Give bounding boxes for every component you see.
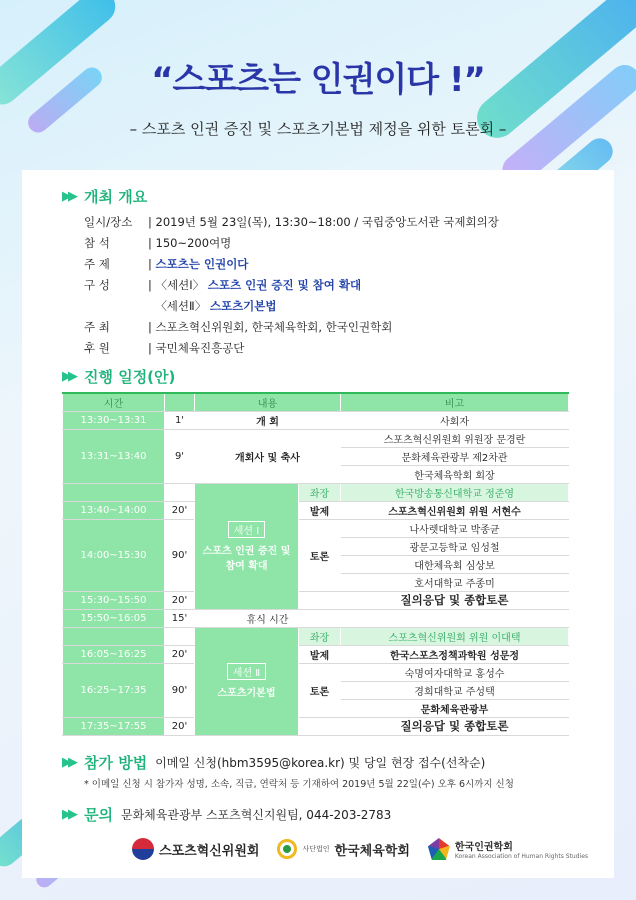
info-row: 구 성 | 〈세션Ⅰ〉 스포츠 인권 증진 및 참여 확대: [84, 278, 362, 292]
session-1-cell: 세션 Ⅰ 스포츠 인권 증진 및 참여 확대: [195, 483, 299, 609]
pentagon-emblem-icon: [428, 838, 450, 860]
content-card: [22, 170, 614, 878]
table-row: 문화체육관광부: [63, 699, 569, 717]
info-row: 후 원 | 국민체육진흥공단: [84, 341, 245, 355]
table-row: 16:25~17:35 90' 토론 숙명여자대학교 홍성수: [63, 663, 569, 681]
table-row: 문화체육관광부 제2차관: [63, 447, 569, 465]
table-row: 15:50~16:05 15' 휴식 시간: [63, 609, 569, 627]
info-row: 주 제 | 스포츠는 인권이다: [84, 257, 249, 271]
sports-innovation-logo: 스포츠혁신위원회: [132, 838, 259, 860]
table-row: 15:30~15:50 20' 질의응답 및 종합토론: [63, 591, 569, 609]
table-row: 13:31~13:40 9' 개회사 및 축사 스포츠혁신위원회 위원장 문경란: [63, 429, 569, 447]
table-row: 17:35~17:55 20' 질의응답 및 종합토론: [63, 717, 569, 735]
table-row: 한국체육학회 회장: [63, 465, 569, 483]
info-row: 주 최 | 스포츠혁신위원회, 한국체육학회, 한국인권학회: [84, 320, 393, 334]
double-arrow-icon: ▶▶: [62, 755, 74, 770]
info-row: 참 석 | 150~200여명: [84, 236, 232, 250]
ring-emblem-icon: [277, 839, 297, 859]
table-row: 경희대학교 주성택: [63, 681, 569, 699]
schedule-table: [62, 392, 569, 736]
double-arrow-icon: ▶▶: [62, 189, 74, 204]
double-arrow-icon: ▶▶: [62, 807, 74, 822]
table-row: 광문고등학교 임성철: [63, 537, 569, 555]
double-arrow-icon: ▶▶: [62, 369, 74, 384]
table-row: 13:40~14:00 20' 발제 스포츠혁신위원회 위원 서현수: [63, 501, 569, 519]
participation-note: * 이메일 신청 시 참가자 성명, 소속, 직급, 연락처 등 기재하여 2019년 5월 22일(수) 오후 6시까지 신청: [84, 779, 514, 790]
table-row: 세션 Ⅰ 스포츠 인권 증진 및 참여 확대 좌장 한국방송통신대학교 정준영: [63, 483, 569, 501]
session-2-cell: 세션 Ⅱ 스포츠기본법: [195, 627, 299, 735]
table-row: 세션 Ⅱ 스포츠기본법 좌장 스포츠혁신위원회 위원 이대택: [63, 627, 569, 645]
participation-heading: ▶▶ 참가 방법 이메일 신청(hbm3595@korea.kr) 및 당일 현장 접수(선착순): [62, 754, 486, 772]
overview-heading: ▶▶ 개최 개요: [62, 188, 148, 206]
table-row: 호서대학교 주종미: [63, 573, 569, 591]
table-row: 대한체육회 심상보: [63, 555, 569, 573]
table-row: 13:30~13:31 1' 개 회 사회자: [63, 411, 569, 429]
info-row: 〈세션Ⅱ〉 스포츠기본법: [155, 299, 277, 313]
poster-subtitle: – 스포츠 인권 증진 및 스포츠기본법 제정을 위한 토론회 –: [129, 120, 507, 138]
schedule-heading: ▶▶ 진행 일정(안): [62, 368, 176, 386]
contact-heading: ▶▶ 문의 문화체육관광부 스포츠혁신지원팀, 044-203-2783: [62, 806, 392, 824]
table-row: 14:00~15:30 90' 토론 나사렛대학교 박종균: [63, 519, 569, 537]
taegeuk-icon: [132, 838, 154, 860]
overview-list: [84, 212, 499, 359]
table-row: 16:05~16:25 20' 발제 한국스포츠정책과학원 성문정: [63, 645, 569, 663]
organizer-logos: [132, 838, 588, 860]
table-header-row: 시간 내용 비고: [63, 393, 569, 411]
kaperd-logo: 사단법인 한국체육학회: [277, 839, 409, 859]
poster-title: “스포츠는 인권이다 !”: [151, 60, 485, 100]
krhs-logo: 한국인권학회 Korean Association of Human Rights Studies: [428, 838, 588, 860]
info-row: 일시/장소 | 2019년 5월 23일(목), 13:30~18:00 / 국립중앙도서관 국제회의장: [84, 215, 499, 229]
